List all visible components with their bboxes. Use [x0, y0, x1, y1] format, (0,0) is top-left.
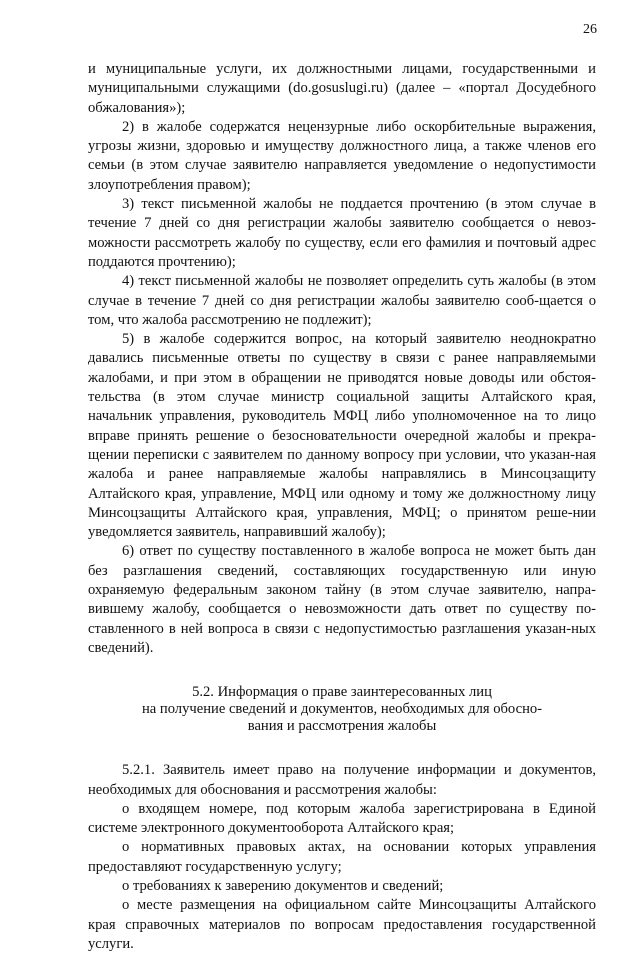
- list-item-reference-materials: о месте размещения на официальном сайте Минсоцзащиты Алтайского края справочных материалов по вопросам предоставления государственной услуги.: [88, 897, 596, 952]
- section-heading-line-3: вания и рассмотрения жалобы: [247, 718, 437, 735]
- list-item-legal-acts: о нормативных правовых актах, на основании которых управления предоставляют государственную услугу;: [88, 839, 596, 875]
- paragraph-item-2: 2) в жалобе содержатся нецензурные либо оскорбительные выражения, угрозы жизни, здоровью и имуществу должностного лица, а также членов его семьи (в этом случае заявителю направляется уведомление о недопустимости злоупотребления правом);: [88, 118, 596, 193]
- paragraph-item-3: 3) текст письменной жалобы не поддается прочтению (в этом случае в течение 7 дней со дня регистрации жалобы заявителю сообщается о невоз-можности рассмотреть жалобу по существу, если его фамилия и почтовый адрес поддаются прочтению);: [88, 196, 596, 270]
- paragraph-item-5: 5) в жалобе содержится вопрос, на который заявителю неоднократно давались письменные ответы по существу в связи с ранее направляемыми жалобами, и при этом в обращении не приводятся новые доводы или обстоя-тельства (в этом случае министр социальной защиты Алтайского края, начальник управления, руководитель МФЦ либо уполномоченное на то лицо вправе принять решение о безосновательности очередной жалобы и прекра-щении переписки с заявителем по данному вопросу при условии, что указан-ная жалоба и ранее направляемые жалобы направлялись в Минсоцзащиту Алтайского края, управление, МФЦ или одному и тому же должностному лицу Минсоцзащиты Алтайского края, управления, МФЦ; о принятом реше-нии уведомляется заявитель, направивший жалобу);: [88, 331, 596, 541]
- list-item-certification-requirements: о требованиях к заверению документов и сведений;: [122, 877, 444, 894]
- section-heading-line-1: 5.2. Информация о праве заинтересованных лиц: [192, 684, 492, 701]
- list-item-incoming-number: о входящем номере, под которым жалоба зарегистрирована в Единой системе электронного документооборота Алтайского края;: [88, 800, 596, 837]
- page-number: 26: [583, 22, 597, 37]
- section-heading: [88, 684, 596, 735]
- section-heading-line-2: на получение сведений и документов, необходимых для обосно-: [141, 701, 543, 718]
- paragraph-5-2-1: 5.2.1. Заявитель имеет право на получение информации и документов, необходимых для обоснования и рассмотрения жалобы:: [88, 762, 596, 798]
- paragraph-continuation: и муниципальные услуги, их должностными лицами, государственными и муниципальными служащими (do.gosuslugi.ru) (далее – «портал Досудебного обжалования»);: [88, 61, 596, 116]
- document-body: [88, 60, 596, 954]
- paragraph-item-4: 4) текст письменной жалобы не позволяет определить суть жалобы (в этом случае в течение 7 дней со дня регистрации жалобы заявителю сооб-щается о том, что жалоба рассмотрению не подлежит);: [88, 273, 596, 328]
- paragraph-item-6: 6) ответ по существу поставленного в жалобе вопроса не может быть дан без разглашения сведений, составляющих государственную или иную охраняемую федеральным законом тайну (в этом случае заявителю, напра-вившему жалобу, сообщается о невозможности дать ответ по существу по-ставленного в ней вопроса в связи с недопустимостью разглашения указан-ных сведений).: [88, 543, 596, 656]
